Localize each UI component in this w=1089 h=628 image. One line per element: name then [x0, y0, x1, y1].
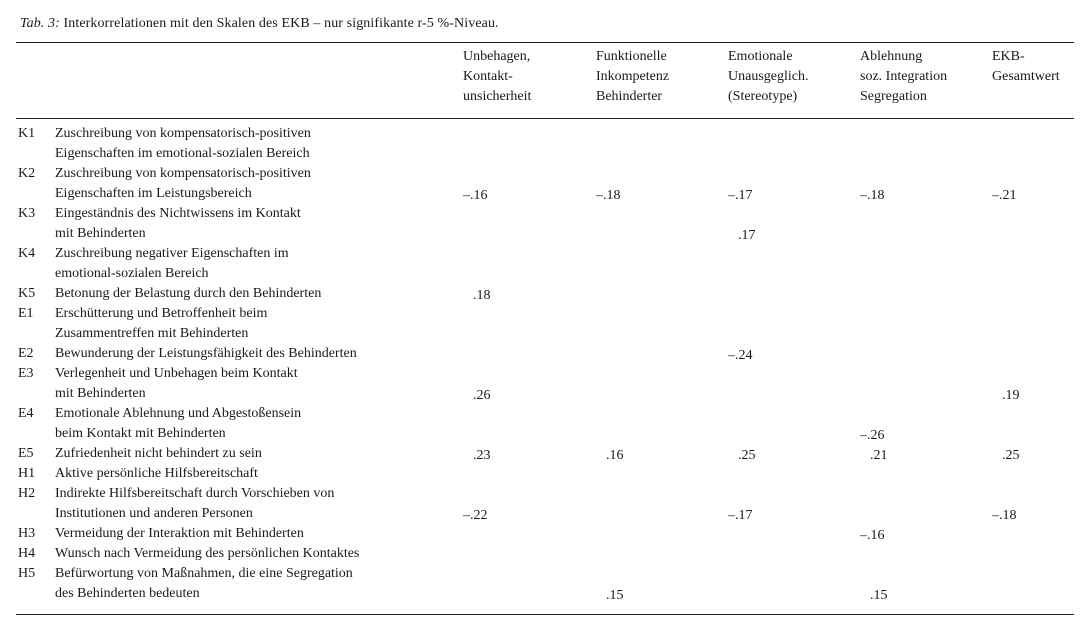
column-header-line: Emotionale	[728, 49, 793, 64]
column-header-unbehagen	[463, 47, 531, 107]
row-code: H5	[18, 566, 36, 581]
correlation-value: .16	[606, 448, 624, 463]
row-label-line: Betonung der Belastung durch den Behinderten	[55, 286, 322, 301]
row-label-line: Vermeidung der Interaktion mit Behinderten	[55, 526, 304, 541]
column-header-inkompetenz	[596, 47, 669, 107]
row-code: E5	[18, 446, 34, 461]
row-label-line: mit Behinderten	[55, 386, 146, 401]
row-code: H4	[18, 546, 36, 561]
row-code: E2	[18, 346, 34, 361]
row-code: E4	[18, 406, 34, 421]
row-label-line: Zuschreibung von kompensatorisch-positiven	[55, 166, 311, 181]
correlation-value: –.21	[992, 188, 1017, 203]
row-label	[55, 564, 353, 604]
correlation-value: .19	[1002, 388, 1020, 403]
row-label	[55, 464, 258, 484]
table-number: Tab. 3:	[20, 16, 60, 31]
row-label-line: des Behinderten bedeuten	[55, 586, 200, 601]
row-code: K4	[18, 246, 36, 261]
correlation-value: .17	[738, 228, 756, 243]
column-header-line: (Stereotype)	[728, 89, 798, 104]
column-header-line: Behinderter	[596, 89, 663, 104]
row-label	[55, 404, 301, 444]
row-code: K5	[18, 286, 36, 301]
row-label-line: Institutionen und anderen Personen	[55, 506, 253, 521]
column-header-line: unsicherheit	[463, 89, 532, 104]
correlation-value: –.18	[992, 508, 1017, 523]
column-header-line: Gesamtwert	[992, 69, 1060, 84]
row-label-line: Eigenschaften im emotional-sozialen Bereich	[55, 146, 310, 161]
column-header-line: Unausgeglich.	[728, 69, 809, 84]
row-code: K2	[18, 166, 36, 181]
row-code: H3	[18, 526, 36, 541]
correlation-value: –.18	[860, 188, 885, 203]
correlation-value: –.16	[463, 188, 488, 203]
column-header-line: Inkompetenz	[596, 69, 670, 84]
row-label-line: Zufriedenheit nicht behindert zu sein	[55, 446, 262, 461]
row-label-line: Indirekte Hilfsbereitschaft durch Vorschieben von	[55, 486, 335, 501]
row-label	[55, 524, 304, 544]
column-header-unausgeglichenheit	[728, 47, 808, 107]
correlation-value: .23	[473, 448, 491, 463]
row-label	[55, 444, 262, 464]
column-header-gesamtwert	[992, 47, 1060, 87]
row-label	[55, 244, 289, 284]
row-code: H2	[18, 486, 36, 501]
row-label	[55, 484, 334, 524]
row-label-line: Zuschreibung negativer Eigenschaften im	[55, 246, 289, 261]
row-label-line: Eigenschaften im Leistungsbereich	[55, 186, 252, 201]
column-header-line: Funktionelle	[596, 49, 667, 64]
correlation-value: .25	[738, 448, 756, 463]
column-header-ablehnung	[860, 47, 947, 107]
row-label-line: Emotionale Ablehnung und Abgestoßensein	[55, 406, 302, 421]
row-label-line: beim Kontakt mit Behinderten	[55, 426, 226, 441]
correlation-value: –.17	[728, 188, 753, 203]
correlation-value: .26	[473, 388, 491, 403]
row-label-line: Erschütterung und Betroffenheit beim	[55, 306, 268, 321]
row-label-line: Wunsch nach Vermeidung des persönlichen Kontaktes	[55, 546, 360, 561]
row-label	[55, 364, 298, 404]
row-label-line: emotional-sozialen Bereich	[55, 266, 209, 281]
correlation-value: –.16	[860, 528, 885, 543]
bottom-rule	[16, 614, 1074, 615]
row-label-line: Befürwortung von Maßnahmen, die eine Segregation	[55, 566, 353, 581]
correlation-value: .15	[606, 588, 624, 603]
row-code: E3	[18, 366, 34, 381]
row-code: H1	[18, 466, 36, 481]
column-header-line: EKB-	[992, 49, 1025, 64]
row-label-line: Zuschreibung von kompensatorisch-positiven	[55, 126, 311, 141]
column-header-line: Unbehagen,	[463, 49, 531, 64]
row-label-line: Aktive persönliche Hilfsbereitschaft	[55, 466, 258, 481]
row-label-line: Eingeständnis des Nichtwissens im Kontakt	[55, 206, 301, 221]
correlation-value: .25	[1002, 448, 1020, 463]
correlation-value: .15	[870, 588, 888, 603]
correlation-value: .18	[473, 288, 491, 303]
correlation-value: .21	[870, 448, 888, 463]
row-label	[55, 204, 301, 244]
column-header-line: soz. Integration	[860, 69, 948, 84]
row-label	[55, 164, 311, 204]
row-label	[55, 544, 359, 564]
row-label	[55, 124, 311, 164]
correlation-value: –.22	[463, 508, 488, 523]
correlation-value: –.18	[596, 188, 621, 203]
correlation-value: –.17	[728, 508, 753, 523]
row-label	[55, 344, 357, 364]
column-header-line: Kontakt-	[463, 69, 513, 84]
row-code: K3	[18, 206, 36, 221]
table-caption	[20, 16, 499, 32]
table-title: Interkorrelationen mit den Skalen des EKB – nur signifikante r-5 %-Niveau.	[63, 16, 499, 31]
column-header-line: Segregation	[860, 89, 927, 104]
correlation-value: –.26	[860, 428, 885, 443]
row-code: E1	[18, 306, 34, 321]
row-label-line: Zusammentreffen mit Behinderten	[55, 326, 249, 341]
row-label	[55, 284, 321, 304]
row-code: K1	[18, 126, 36, 141]
row-label-line: Bewunderung der Leistungsfähigkeit des Behinderten	[55, 346, 357, 361]
top-rule	[16, 42, 1074, 43]
row-label-line: Verlegenheit und Unbehagen beim Kontakt	[55, 366, 298, 381]
header-rule	[16, 118, 1074, 119]
column-header-line: Ablehnung	[860, 49, 923, 64]
row-label	[55, 304, 267, 344]
correlation-value: –.24	[728, 348, 753, 363]
row-label-line: mit Behinderten	[55, 226, 146, 241]
